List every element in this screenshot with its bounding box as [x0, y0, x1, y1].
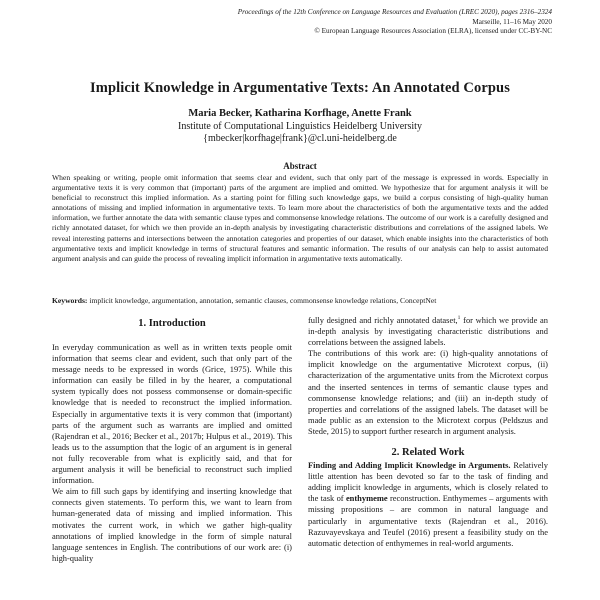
abstract-heading: Abstract: [283, 161, 317, 171]
author-email[interactable]: {mbecker|korfhage|frank}@cl.uni-heidelberg.de: [203, 133, 397, 144]
right-paragraph-1: [308, 315, 548, 348]
author-names: Maria Becker, Katharina Korfhage, Anette Frank: [188, 108, 412, 119]
right-column: [308, 315, 548, 600]
section-heading-related-work: 2. Related Work: [391, 447, 465, 459]
proceedings-line: Proceedings of the 12th Conference on Language Resources and Evaluation (LREC 2020), pages 2316–2324: [237, 8, 552, 16]
related-work-paragraph: [308, 460, 548, 549]
footnote-marker[interactable]: 1: [457, 315, 461, 322]
keywords-label: Keywords:: [52, 296, 88, 305]
location-line: Marseille, 11–16 May 2020: [472, 17, 552, 26]
section-heading-introduction: 1. Introduction: [138, 318, 206, 329]
keywords-text: implicit knowledge, argumentation, annotation, semantic clauses, commonsense knowledge relations, ConceptNet: [89, 296, 437, 305]
right-para1-end: for which we provide an in-depth analysis by investigating characteristic distributions and correlations between the assigned labels.: [308, 315, 548, 348]
keywords-line: [52, 296, 548, 306]
license-line: © European Language Resources Association (ELRA), licensed under CC-BY-NC: [314, 27, 552, 36]
affiliation: Institute of Computational Linguistics Heidelberg University: [178, 120, 422, 132]
proceedings-header: [222, 8, 552, 37]
paper-title: Implicit Knowledge in Argumentative Texts: An Annotated Corpus: [90, 80, 510, 96]
related-work-text-end: reconstruction. Enthymemes – arguments with missing propositions – are common in natural language and particularly in argumentative texts (Rajendran et al., 2016). Razuvayevskaya and Teufel (2016) present a feasibility study on the automatic detection of enthymemes in real-world arguments.: [308, 493, 548, 548]
author-block: [0, 108, 600, 146]
intro-paragraph-1: In everyday communication as well as in written texts people omit information that seems clear and evident, such that only part of the message needs to be expressed in words (Grice, 1975). While this information can easily be filled in by the hearer, a computational system typically does not possess commonsense or domain-specific knowledge that is needed to reconstruct the implied information. Especially in argumentative texts it is very common that (important) parts of the argument such as warrants are implied and omitted (Rajendran et al., 2016; Becker et al., 2017b; Hulpus et al., 2019). This leads us to the assumption that the logic of an argument is in general not fully recoverable from what is explicitly said, and that for argument analysis it will be beneficial to reconstruct such implied information.: [52, 342, 292, 486]
abstract-text: When speaking or writing, people omit information that seems clear and evident, such that only part of the message is expressed in words. Especially in argumentative texts it is very common that (important) parts of the argument are implied and omitted. We hypothesize that for argument analysis it will be beneficial to reconstruct this implied information. As a starting point for filling such knowledge gaps, we build a corpus consisting of high-quality human annotations of missing and implied information in argumentative texts. To learn more about the characteristics of both the argumentative texts and the added information, we further annotate the data with semantic clause types and commonsense knowledge relations. The outcome of our work is a carefully designed and richly annotated dataset, for which we then provide an in-depth analysis by investigating characteristic distributions and correlations of the assigned labels. We reveal interesting patterns and intersections between the annotation categories and properties of our dataset, which enable insights into the characteristics of both argumentative texts and implicit knowledge in terms of structural features and semantic information. The results of our analysis can help to assist automated argument analysis and can guide the process of revealing implicit information in argumentative texts automatically.: [52, 173, 548, 263]
right-para1-start: fully designed and richly annotated dataset,: [308, 315, 458, 325]
contributions-paragraph: The contributions of this work are: (i) high-quality annotations of implicit knowledge on the argumentative Microtext corpus, (ii) characterization of the argumentative units from the Microtext corpus and the inserted sentences in terms of semantic clause types and commonsense knowledge relations; and (iii) an in-depth study of properties and correlations of the assigned labels. The dataset will be made public as an extension to the Microtext corpus (Peldszus and Stede, 2015) to support further research in argument analysis.: [308, 348, 548, 436]
left-column: [52, 315, 292, 600]
related-work-subheading: Finding and Adding Implicit Knowledge in Arguments.: [308, 460, 511, 471]
related-work-text-start: Relatively little attention has been devoted so far to the task of finding and adding implicit knowledge in arguments, which is closely related to the task of: [308, 460, 548, 504]
intro-paragraph-2: We aim to fill such gaps by identifying and inserting knowledge that connects given statements. To perform this, we want to learn from human-generated data of missing and implied information. This motivates the current work, in which we gather high-quality annotations of implied knowledge in the form of simple natural language sentences in English. The contributions of our work are: (i) high-quality: [52, 486, 292, 563]
enthymeme-term: enthymeme: [345, 493, 388, 504]
